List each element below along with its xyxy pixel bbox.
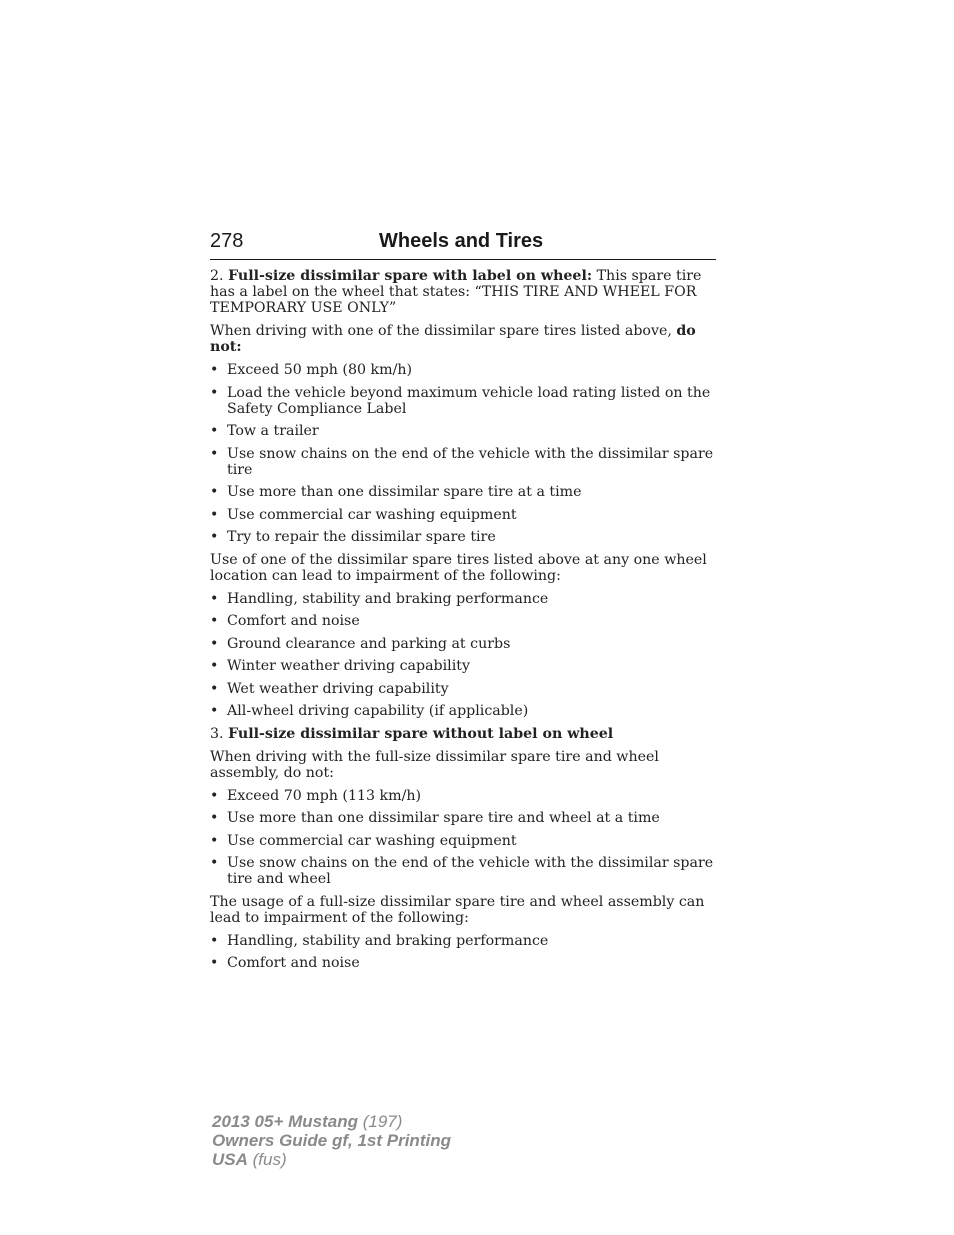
- list-item-text: Comfort and noise: [227, 613, 360, 629]
- bullet-icon: •: [210, 635, 219, 652]
- bullet-list-1: [210, 362, 716, 545]
- item-2-text: This spare tire has a label on the wheel that states: “THIS TIRE AND WHEEL FOR TEMPORARY USE ONLY”: [210, 268, 702, 316]
- footer-model: 2013 05+ Mustang: [212, 1112, 358, 1131]
- list-item: [210, 484, 716, 500]
- list-item-text: Ground clearance and parking at curbs: [227, 635, 511, 652]
- list-item-text: Use snow chains on the end of the vehicle with the dissimilar spare tire and wheel: [227, 855, 714, 887]
- bullet-list-3: [210, 788, 716, 888]
- bullet-icon: •: [210, 362, 219, 378]
- bullet-icon: •: [210, 787, 219, 804]
- list-item-text: Use commercial car washing equipment: [227, 506, 517, 523]
- list-item-text: All-wheel driving capability (if applicable): [227, 703, 529, 719]
- item-2-title: Full-size dissimilar spare with label on wheel:: [228, 268, 593, 284]
- list-item-text: Handling, stability and braking performance: [227, 932, 549, 949]
- bullet-list-2: [210, 591, 716, 720]
- bullet-icon: •: [210, 703, 219, 719]
- footer-printing: Owners Guide gf, 1st Printing: [212, 1131, 451, 1150]
- list-item-text: Tow a trailer: [227, 423, 319, 439]
- list-item: [210, 658, 716, 674]
- intro-paragraph-1: [210, 323, 716, 355]
- item-3-number: 3.: [210, 725, 224, 742]
- list-item: [210, 636, 716, 652]
- intro-paragraph-3: When driving with the full-size dissimilar spare tire and wheel assembly, do not:: [210, 748, 659, 781]
- list-item: [210, 810, 716, 826]
- list-item: [210, 362, 716, 378]
- list-item: [210, 788, 716, 804]
- footer-market-code: (fus): [247, 1150, 287, 1169]
- list-item: [210, 933, 716, 949]
- footer-line-2: [212, 1131, 451, 1150]
- list-item-text: Winter weather driving capability: [227, 658, 470, 674]
- page-header: [210, 228, 716, 260]
- list-item-text: Load the vehicle beyond maximum vehicle load rating listed on the Safety Compliance Label: [227, 384, 711, 417]
- bullet-icon: •: [210, 855, 219, 871]
- item-3-paragraph: [210, 726, 716, 742]
- bullet-icon: •: [210, 932, 219, 949]
- list-item-text: Comfort and noise: [227, 955, 360, 971]
- list-item-text: Wet weather driving capability: [227, 680, 449, 697]
- bullet-icon: •: [210, 529, 219, 545]
- list-item: [210, 955, 716, 971]
- print-footer: [212, 1112, 451, 1169]
- intro-paragraph-4: The usage of a full-size dissimilar spare tire and wheel assembly can lead to impairment of the following:: [210, 893, 705, 926]
- section-title: Wheels and Tires: [379, 230, 544, 252]
- bullet-icon: •: [210, 613, 219, 629]
- bullet-icon: •: [210, 484, 219, 500]
- list-item: [210, 507, 716, 523]
- body-content: [210, 268, 716, 978]
- list-item-text: Use more than one dissimilar spare tire and wheel at a time: [227, 810, 660, 826]
- footer-line-3: [212, 1150, 451, 1169]
- list-item: [210, 385, 716, 417]
- list-item: [210, 855, 716, 887]
- list-item: [210, 703, 716, 719]
- footer-model-code: (197): [358, 1112, 403, 1131]
- bullet-icon: •: [210, 680, 219, 697]
- list-item: [210, 613, 716, 629]
- footer-market: USA: [212, 1150, 248, 1169]
- bullet-icon: •: [210, 832, 219, 849]
- footer-line-1: [212, 1112, 451, 1131]
- list-item-text: Handling, stability and braking performance: [227, 590, 549, 607]
- list-item: [210, 591, 716, 607]
- list-item-text: Use more than one dissimilar spare tire at a time: [227, 484, 582, 500]
- list-item: [210, 446, 716, 478]
- bullet-list-4: [210, 933, 716, 972]
- list-item-text: Exceed 70 mph (113 km/h): [227, 787, 422, 804]
- intro-1-bold: do not:: [210, 323, 696, 355]
- item-2-number: 2.: [210, 268, 224, 284]
- bullet-icon: •: [210, 955, 219, 971]
- bullet-icon: •: [210, 658, 219, 674]
- list-item-text: Try to repair the dissimilar spare tire: [227, 529, 496, 545]
- list-item: [210, 681, 716, 697]
- bullet-icon: •: [210, 423, 219, 439]
- item-2-paragraph: [210, 268, 716, 316]
- bullet-icon: •: [210, 590, 219, 607]
- bullet-icon: •: [210, 810, 219, 826]
- bullet-icon: •: [210, 506, 219, 523]
- item-3-title: Full-size dissimilar spare without label on wheel: [228, 725, 614, 742]
- bullet-icon: •: [210, 445, 219, 462]
- list-item-text: Use snow chains on the end of the vehicle with the dissimilar spare tire: [227, 445, 714, 478]
- list-item: [210, 529, 716, 545]
- list-item: [210, 423, 716, 439]
- intro-paragraph-2: Use of one of the dissimilar spare tires listed above at any one wheel location can lead to impairment of the following:: [210, 551, 707, 584]
- list-item-text: Exceed 50 mph (80 km/h): [227, 362, 413, 378]
- bullet-icon: •: [210, 384, 219, 401]
- list-item: [210, 833, 716, 849]
- intro-1-text: When driving with one of the dissimilar spare tires listed above,: [210, 323, 677, 339]
- page-number: 278: [210, 230, 244, 252]
- list-item-text: Use commercial car washing equipment: [227, 832, 517, 849]
